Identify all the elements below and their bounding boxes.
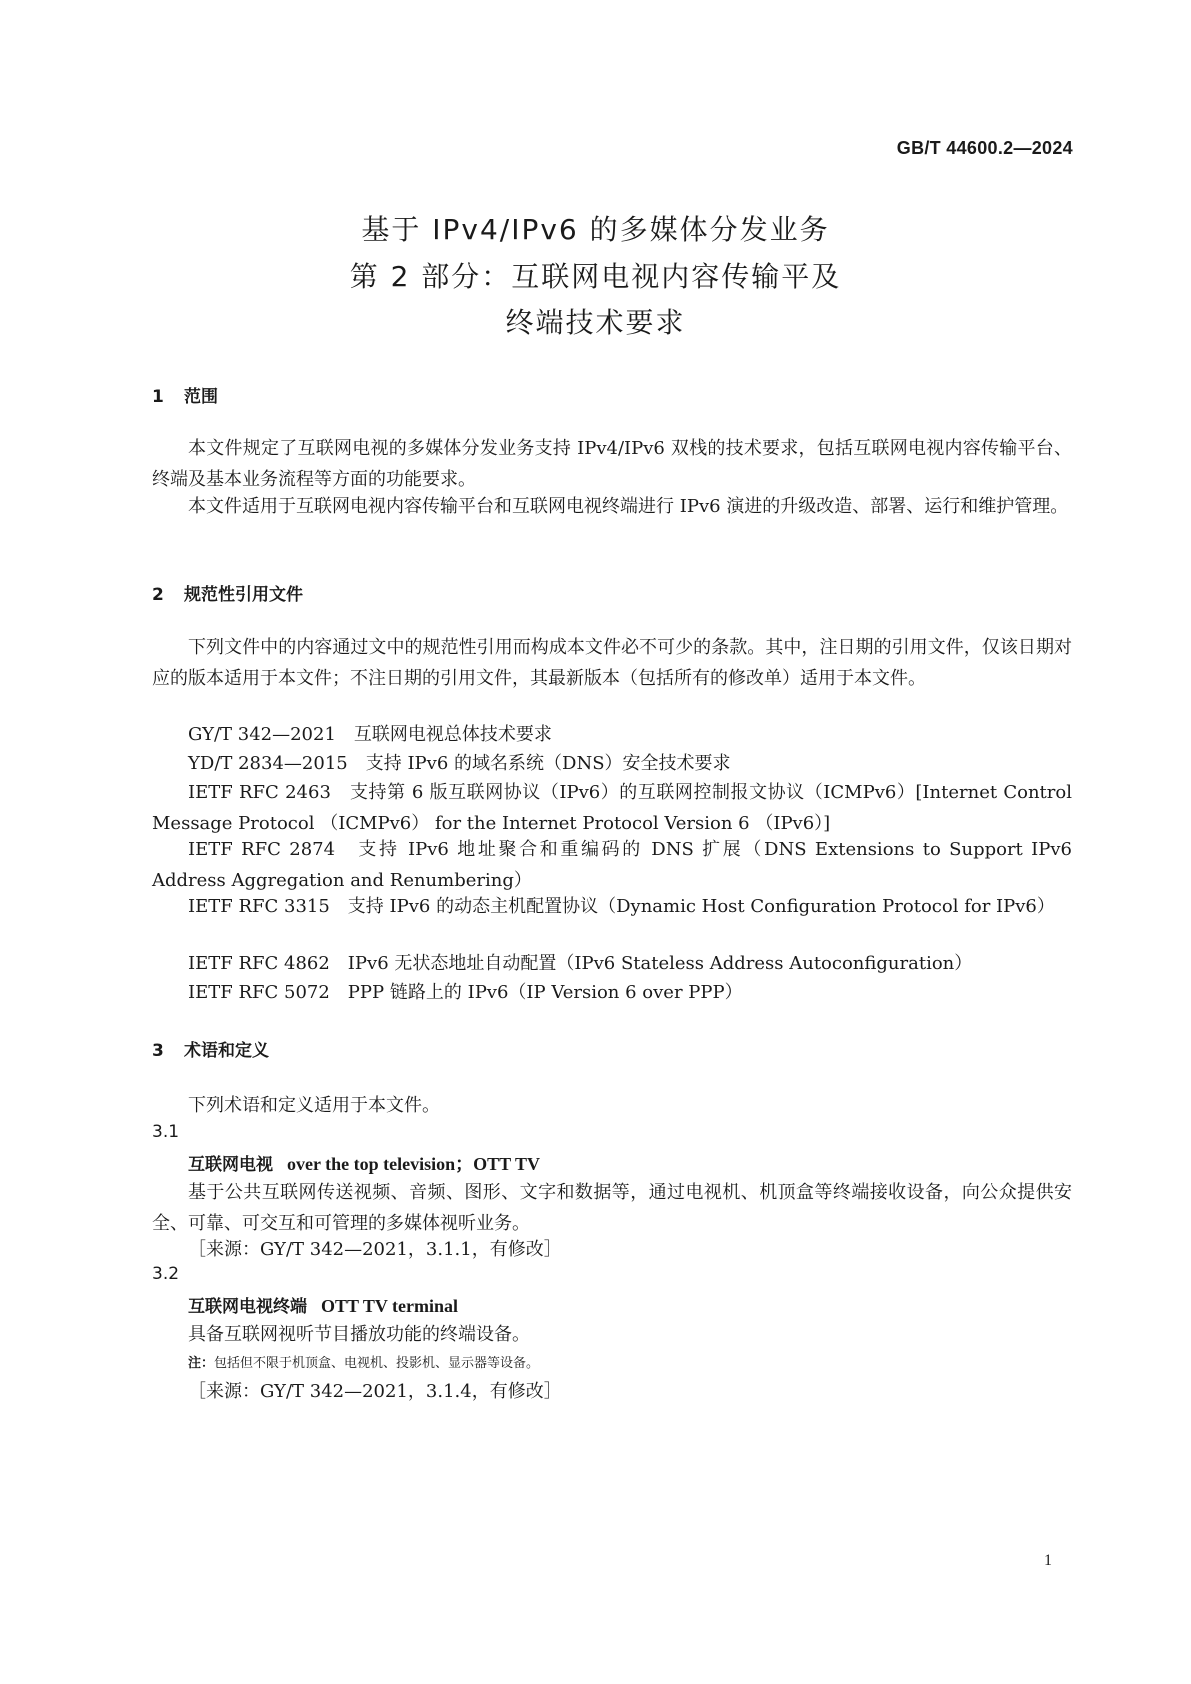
reference-item: IETF RFC 5072 PPP 链路上的 IPv6（IP Version 6 over PPP） (188, 982, 743, 1003)
reference-item: GY/T 342—2021 互联网电视总体技术要求 (188, 724, 552, 745)
reference-item: IETF RFC 2874 支持 IPv6 地址聚合和重编码的 DNS 扩展（DNS Extensions to Support IPv6 Address Aggregation and Renumbering） (152, 839, 1072, 891)
term-name (188, 1292, 458, 1317)
reference-item: IETF RFC 3315 支持 IPv6 的动态主机配置协议（Dynamic Host Configuration Protocol for IPv6） (188, 896, 1055, 917)
section-number: 3 (152, 1041, 164, 1061)
term-name (188, 1150, 540, 1176)
term-name-en: over the top television；OTT TV (287, 1154, 541, 1174)
term-name-zh: 互联网电视 (188, 1155, 273, 1175)
term-number: 3.1 (152, 1122, 180, 1142)
term-definition: 基于公共互联网传送视频、音频、图形、文字和数据等，通过电视机、机顶盒等终端接收设备，向公众提供安全、可靠、可交互和可管理的多媒体视听业务。 (152, 1182, 1072, 1234)
section-heading-scope (152, 382, 218, 407)
title-line-1: 基于 IPv4/IPv6 的多媒体分发业务 (361, 213, 830, 246)
term-source: ［来源：GY/T 342—2021，3.1.4，有修改］ (188, 1381, 562, 1402)
section-heading-normative (152, 580, 303, 605)
reference-item: YD/T 2834—2015 支持 IPv6 的域名系统（DNS）安全技术要求 (188, 753, 731, 774)
scope-paragraph-1: 本文件规定了互联网电视的多媒体分发业务支持 IPv4/IPv6 双栈的技术要求，包括互联网电视内容传输平台、终端及基本业务流程等方面的功能要求。 (152, 438, 1072, 490)
term-definition: 具备互联网视听节目播放功能的终端设备。 (188, 1324, 530, 1345)
scope-paragraph-2: 本文件适用于互联网电视内容传输平台和互联网电视终端进行 IPv6 演进的升级改造、部署、运行和维护管理。 (188, 496, 1069, 517)
term-source: ［来源：GY/T 342—2021，3.1.1，有修改］ (188, 1239, 562, 1260)
term-name-zh: 互联网电视终端 (188, 1297, 307, 1317)
standard-number: GB/T 44600.2—2024 (896, 138, 1073, 158)
reference-item: IETF RFC 4862 IPv6 无状态地址自动配置（IPv6 Stateless Address Autoconfiguration） (188, 953, 973, 974)
reference-item: IETF RFC 2463 支持第 6 版互联网协议（IPv6）的互联网控制报文协议（ICMPv6）[Internet Control Message Protocol （ICMPv6） for the Internet Protocol Version 6 （IPv6）] (152, 782, 1072, 834)
section-title: 范围 (184, 387, 218, 407)
title-line-2: 第 2 部分：互联网电视内容传输平及 (349, 260, 842, 293)
section-heading-terms (152, 1036, 269, 1061)
term-number: 3.2 (152, 1264, 180, 1284)
term-name-en: OTT TV terminal (321, 1296, 459, 1316)
note-text: 包括但不限于机顶盒、电视机、投影机、显示器等设备。 (214, 1356, 540, 1371)
page-number: 1 (1044, 1552, 1052, 1569)
section-number: 1 (152, 387, 164, 407)
term-note (188, 1352, 539, 1371)
terms-intro: 下列术语和定义适用于本文件。 (188, 1095, 440, 1116)
normative-intro: 下列文件中的内容通过文中的规范性引用而构成本文件必不可少的条款。其中，注日期的引用文件，仅该日期对应的版本适用于本文件；不注日期的引用文件，其最新版本（包括所有的修改单）适用于本文件。 (152, 637, 1072, 689)
section-number: 2 (152, 585, 164, 605)
note-label: 注： (188, 1356, 215, 1371)
title-line-3: 终端技术要求 (505, 306, 686, 339)
section-title: 规范性引用文件 (184, 585, 303, 605)
section-title: 术语和定义 (184, 1041, 269, 1061)
